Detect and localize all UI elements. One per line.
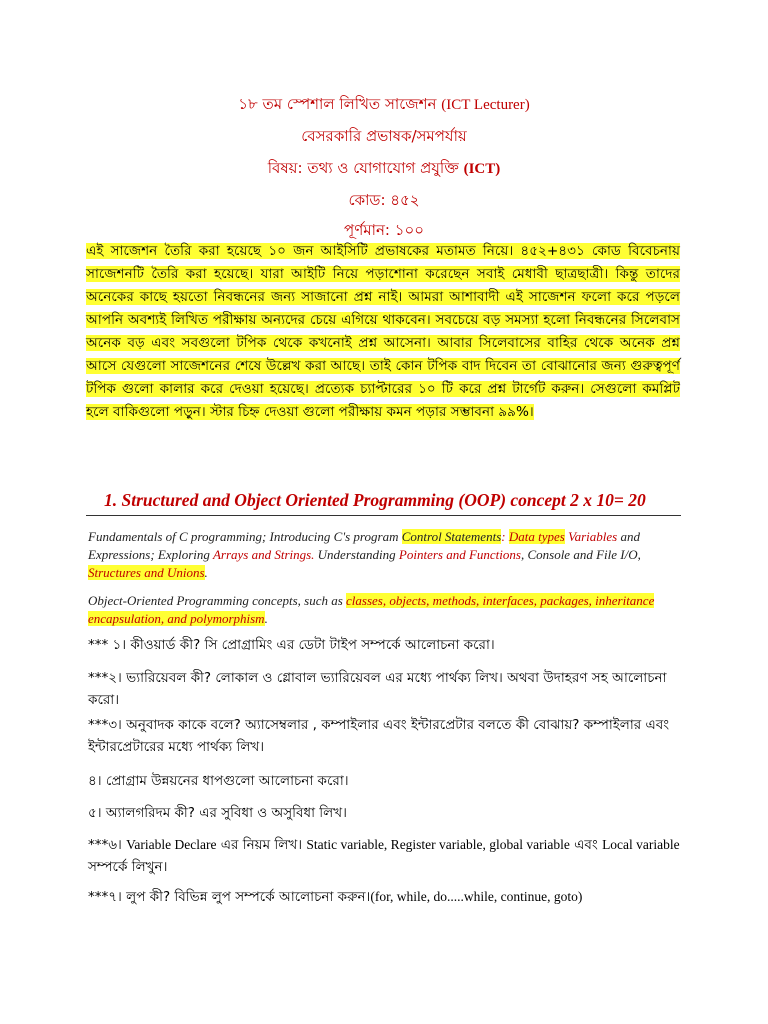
question-text: সম্পর্কে লিখুন। xyxy=(88,859,168,875)
syllabus-text: , Console and File I/O, xyxy=(520,547,641,562)
question-4: ৪। প্রোগ্রাম উন্নয়নের ধাপগুলো আলোচনা করো। xyxy=(88,773,349,789)
intro-text: এই সাজেশন তৈরি করা হয়েছে ১০ জন আইসিটি প্রভাষকের মতামত নিয়ে। ৪৫২+৪৩১ কোড বিবেচনায় সাজেশনটি তৈরি করা হয়েছে। যারা আইটি নিয়ে পড়াশোনা করেছেন সবাই মেধাবী ছাত্রছাত্রী। কিন্তু তাদের অনেকের কাছে হয়তো নিবন্ধনের জন্য সাজানো প্রশ্ন নাই। আমরা আশাবাদী এই সাজেশন ফলো করে পড়লে আপনি অবশ্যই লিখিত পরীক্ষায় অন্যদের চেয়ে এগিয়ে থাকবেন। সবচেয়ে বড় সমস্যা হলো নিবন্ধনের সিলেবাস অনেক বড় এবং সবগুলো টপিক থেকে কখনোই প্রশ্ন আসেনা। আবার সিলেবাসের বাহির থেকে অনেক প্রশ্ন আসে যেগুলো সাজেশনের শেষে উল্লেখ করা আছে। তাই কোন টপিক বাদ দিবেন তা বোঝানোর জন্য গুরুত্বপূর্ণ টপিক গুলো কালার করে দেওয়া হয়েছে। প্রত্যেক চ্যাপ্টারের ১০ টি করে প্রশ্ন টার্গেট করুন। সেগুলো কমপ্লিট হলে বাকিগুলো পড়ুন। স্টার চিহ্ন দেওয়া গুলো পরীক্ষায় কমন পড়ার সম্ভাবনা ৯৯%। xyxy=(86,243,680,420)
question-text-en: Variable Declare xyxy=(126,837,217,852)
syllabus-text: Variables xyxy=(564,529,618,544)
question-text: এর নিয়ম লিখ। xyxy=(216,837,307,853)
question-text: ***৬। xyxy=(88,837,127,853)
syllabus-text: . xyxy=(264,611,268,626)
syllabus-paragraph-2 xyxy=(88,592,678,628)
syllabus-text: Pointers and Functions xyxy=(398,547,521,562)
question-text-en: Local variable xyxy=(602,837,680,852)
header-code: কোড: ৪৫২ xyxy=(348,191,420,209)
intro-paragraph xyxy=(86,240,680,424)
section-divider xyxy=(86,515,681,516)
question-1: *** ১। কীওয়ার্ড কী? সি প্রোগ্রামিং এর ডেটা টাইপ সম্পর্কে আলোচনা করো। xyxy=(88,637,495,653)
header-line-1 xyxy=(0,94,768,115)
question-text: এবং xyxy=(569,837,603,853)
question-text-en: Static variable, Register variable, global variable xyxy=(306,837,570,852)
syllabus-highlight: Structures and Unions xyxy=(88,565,205,580)
question-6 xyxy=(88,834,688,878)
section-title: 1. Structured and Object Oriented Programming (OOP) concept 2 x 10= 20 xyxy=(104,490,646,510)
header-subject-en: (ICT) xyxy=(463,161,501,177)
question-5: ৫। অ্যালগরিদম কী? এর সুবিধা ও অসুবিধা লিখ। xyxy=(88,805,347,821)
syllabus-highlight: Data types xyxy=(508,529,565,544)
header-line-2: বেসরকারি প্রভাষক/সমপর্যায় xyxy=(301,127,467,145)
syllabus-paragraph-1 xyxy=(88,528,678,582)
question-2: ***২। ভ্যারিয়েবল কী? লোকাল ও গ্লোবাল ভ্যারিয়েবল এর মধ্যে পার্থক্য লিখ। অথবা উদাহরণ সহ আলোচনা করো। xyxy=(88,670,667,708)
question-3: ***৩। অনুবাদক কাকে বলে? অ্যাসেম্বলার , কম্পাইলার এবং ইন্টারপ্রেটার বলতে কী বোঝায়? কম্পাইলার এবং ইন্টারপ্রেটারের মধ্যে পার্থক্য লিখ। xyxy=(88,717,670,755)
syllabus-text: Understanding xyxy=(314,547,399,562)
question-text: ***৭। লুপ কী? বিভিন্ন লুপ সম্পর্কে আলোচনা করুন। xyxy=(88,889,371,905)
syllabus-text: Object-Oriented Programming concepts, such as xyxy=(88,593,347,608)
syllabus-text: : xyxy=(501,529,509,544)
syllabus-text: and Expressions; Exploring xyxy=(88,529,640,562)
header-title-en: (ICT Lecturer) xyxy=(441,97,530,113)
question-7 xyxy=(88,886,688,908)
syllabus-highlight: Control Statements xyxy=(401,529,502,544)
header-full-marks: পূর্ণমান: ১০০ xyxy=(344,221,424,239)
header-subject xyxy=(0,158,768,179)
syllabus-highlight: classes, objects, methods, interfaces, packages, inheritance encapsulation, and polymorphism xyxy=(88,593,655,626)
header-subject-bn: বিষয়: তথ্য ও যোগাযোগ প্রযুক্তি xyxy=(267,159,459,177)
syllabus-text: . xyxy=(204,565,208,580)
question-text-en: (for, while, do.....while, continue, goto) xyxy=(370,889,583,904)
syllabus-text: Fundamentals of C programming; Introducing C's program xyxy=(88,529,402,544)
header-title-bn: ১৮ তম স্পেশাল লিখিত সাজেশন xyxy=(238,95,437,113)
syllabus-text: Arrays and Strings. xyxy=(212,547,315,562)
